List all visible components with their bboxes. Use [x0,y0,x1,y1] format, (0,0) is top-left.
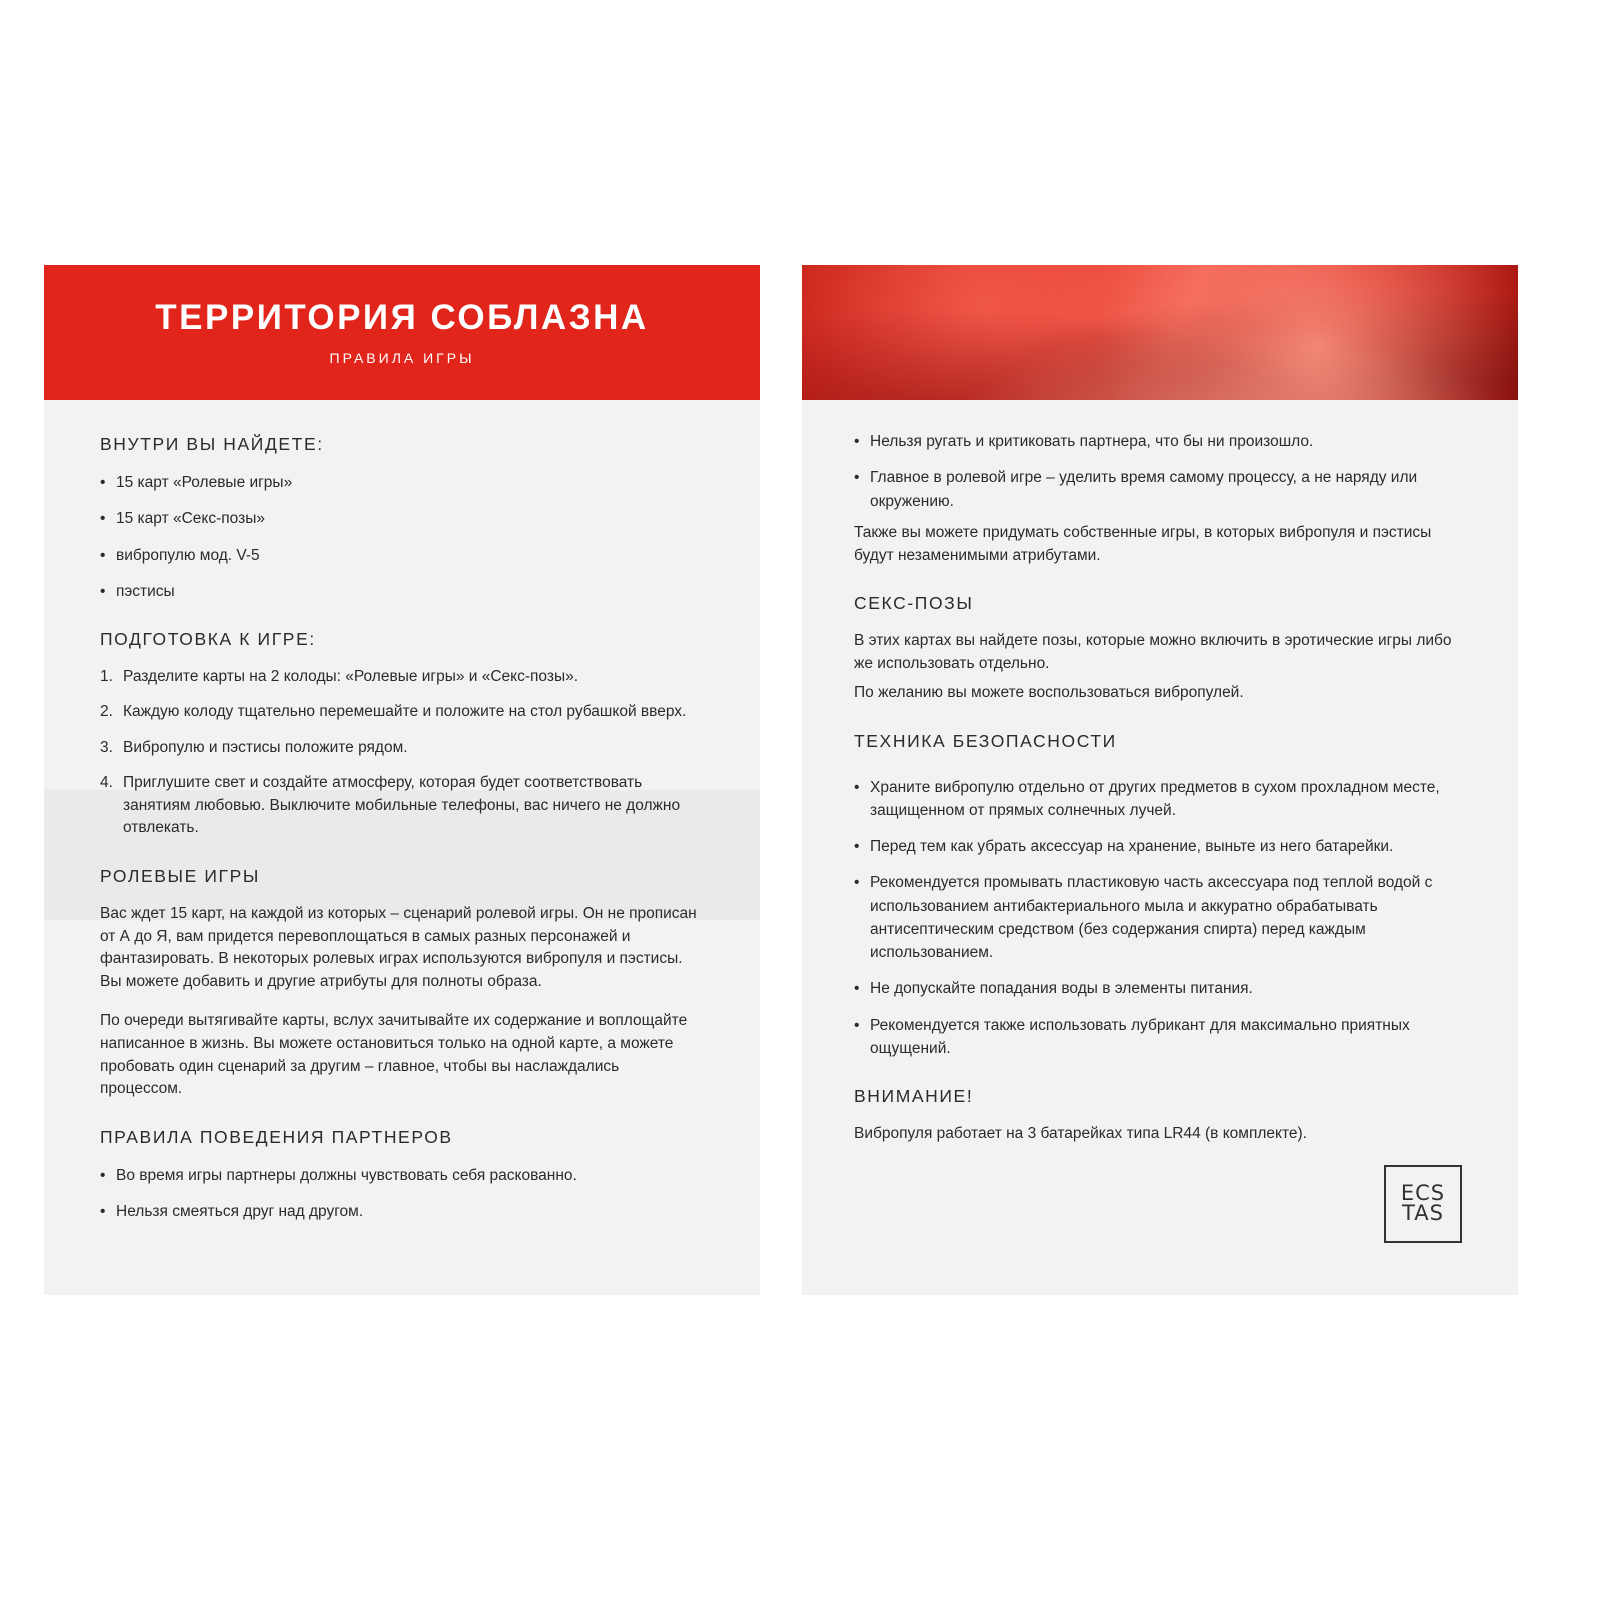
list-item: Разделите карты на 2 колоды: «Ролевые игры» и «Секс-позы». [123,668,579,685]
paragraph: Вибропуля работает на 3 батарейках типа LR44 (в комплекте). [854,1125,1307,1143]
paragraph: Также вы можете придумать собственные игры, в которых вибропуля и пэстисы будут незаменимыми атрибутами. [854,523,1432,564]
section-heading: ТЕХНИКА БЕЗОПАСНОСТИ [854,730,1117,751]
title-header [44,265,760,400]
section-role-games [100,866,704,1101]
section-safety [854,731,1466,1061]
list-item: Приглушите свет и создайте атмосферу, которая будет соответствовать занятиям любовью. Выключите мобильные телефоны, вас ничего не должно отвлекать. [123,774,681,837]
section-heading: ВНИМАНИЕ! [854,1086,974,1107]
list-item: • Не допускайте попадания воды в элементы питания. [854,977,1466,1000]
section-heading: ПРАВИЛА ПОВЕДЕНИЯ ПАРТНЕРОВ [100,1127,453,1148]
list-item: • Рекомендуется также использовать лубрикант для максимально приятных ощущений. [854,1014,1466,1061]
list-item: • Перед тем как убрать аксессуар на хранение, выньте из него батарейки. [854,835,1466,858]
section-rules-continued [854,430,1466,567]
preparation-list [100,666,704,840]
list-item: • Главное в ролевой игре – уделить время самому процессу, а не наряду или окружению. [854,466,1466,513]
section-sex-poses [854,593,1466,704]
contents-list [100,471,704,603]
list-item: • вибропулю мод. V-5 [100,544,704,567]
paragraph: По желанию вы можете воспользоваться вибропулей. [854,683,1244,701]
list-item: • Нельзя ругать и критиковать партнера, что бы ни произошло. [854,430,1466,453]
left-page-body [44,400,760,1277]
list-item: • 15 карт «Ролевые игры» [100,471,704,494]
page-right [802,265,1518,1295]
page-title: ТЕРРИТОРИЯ СОБЛАЗНА [155,298,649,338]
list-item: • Рекомендуется промывать пластиковую часть аксессуара под теплой водой с использованием антибактериального мыла и аккуратно обрабатывать антисептическим средством (без содержания спирта) перед каждым использованием. [854,871,1466,964]
list-item: • Нельзя смеяться друг над другом. [100,1200,704,1223]
paragraph: По очереди вытягивайте карты, вслух зачитывайте их содержание и воплощайте написанное в жизнь. Вы можете остановиться только на одной карте, а можете пробовать один сценарий за другим – главное, чтобы вы наслаждались процессом. [100,1011,688,1098]
section-heading: РОЛЕВЫЕ ИГРЫ [100,865,260,886]
section-heading: СЕКС-ПОЗЫ [854,593,974,614]
page-left [44,265,760,1295]
list-item: • Храните вибропулю отдельно от других предметов в сухом прохладном месте, защищенном от прямых солнечных лучей. [854,776,1466,823]
page-subtitle: ПРАВИЛА ИГРЫ [329,349,475,366]
rules-continued-list [854,430,1466,513]
list-item: Каждую колоду тщательно перемешайте и положите на стол рубашкой вверх. [123,703,687,721]
right-page-body [802,400,1518,1186]
list-item: • Во время игры партнеры должны чувствовать себя раскованно. [100,1164,704,1187]
section-partner-rules [100,1127,704,1224]
section-heading: ПОДГОТОВКА К ИГРЕ: [100,629,316,649]
partner-rules-list [100,1164,704,1224]
safety-list [854,776,1466,1061]
section-inside-contents [100,434,704,603]
section-preparation [100,629,704,840]
paragraph: Вас ждет 15 карт, на каждой из которых – сценарий ролевой игры. Он не прописан от А до Я, вам придется перевоплощаться в самых разных персонажей и фантазировать. В некоторых ролевых играх используются вибропуля и пэстисы. Вы можете добавить и другие атрибуты для полноты образа. [100,904,697,991]
list-item: • 15 карт «Секс-позы» [100,507,704,530]
logo-line-1: ECS [1400,1181,1446,1206]
section-attention [854,1086,1466,1146]
list-item: • пэстисы [100,580,704,603]
paragraph: В этих картах вы найдете позы, которые можно включить в эротические игры либо же использовать отдельно. [854,632,1452,673]
header-photo [802,265,1518,400]
section-heading: ВНУТРИ ВЫ НАЙДЕТЕ: [100,434,324,454]
list-item: Вибропулю и пэстисы положите рядом. [123,738,408,756]
logo-line-2: TAS [1402,1201,1444,1225]
